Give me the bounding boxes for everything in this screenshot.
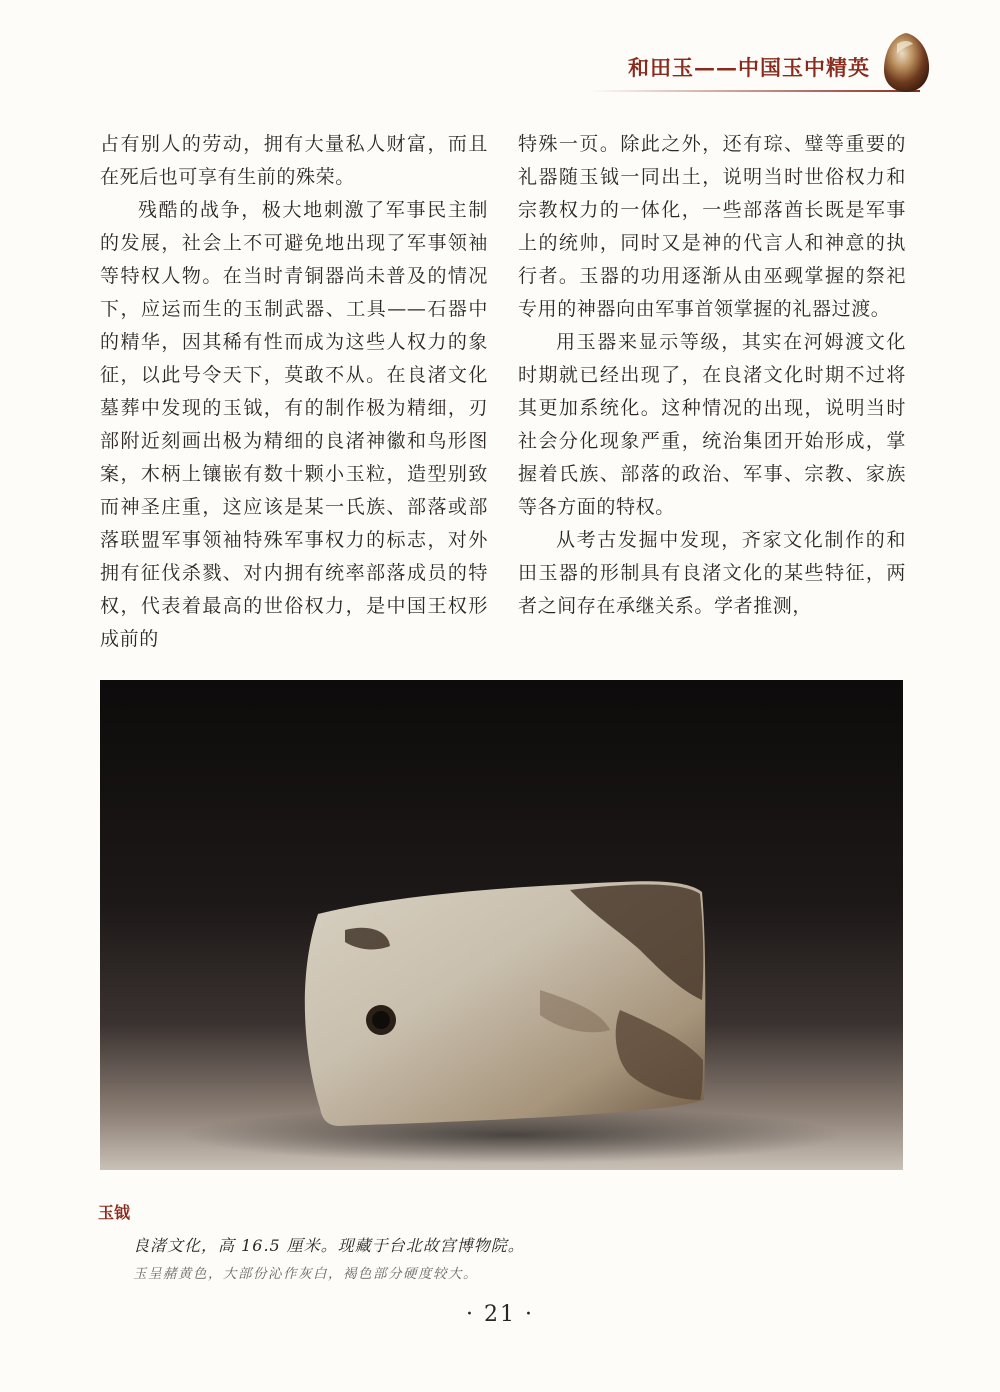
page-number: · 21 · <box>466 1302 534 1327</box>
caption-note: 玉呈赭黄色，大部份沁作灰白，褐色部分硬度较大。 <box>133 1266 478 1282</box>
running-header-title: 和田玉——中国玉中精英 <box>628 55 870 80</box>
paragraph: 占有别人的劳动，拥有大量私人财富，而且在死后也可享有生前的殊荣。 <box>100 133 488 188</box>
paragraph: 从考古发掘中发现，齐家文化制作的和田玉器的形制具有良渚文化的某些特征，两者之间存在承继关系。学者推测， <box>518 529 906 617</box>
caption-description: 良渚文化，高 16.5 厘米。现藏于台北故宫博物院。 <box>133 1236 525 1255</box>
jade-axe-photo <box>100 680 903 1170</box>
jade-pebble-icon <box>880 30 932 94</box>
caption-title: 玉钺 <box>98 1203 131 1222</box>
paragraph: 用玉器来显示等级，其实在河姆渡文化时期就已经出现了，在良渚文化时期不过将其更加系统化。这种情况的出现，说明当时社会分化现象严重，统治集团开始形成，掌握着氏族、部落的政治、军事、宗教、家族等各方面的特权。 <box>518 331 906 518</box>
paragraph: 残酷的战争，极大地刺激了军事民主制的发展，社会上不可避免地出现了军事领袖等特权人物。在当时青铜器尚未普及的情况下，应运而生的玉制武器、工具——石器中的精华，因其稀有性而成为这些人权力的象征，以此号令天下，莫敢不从。在良渚文化墓葬中发现的玉钺，有的制作极为精细，刃部附近刻画出极为精细的良渚神徽和鸟形图案，木柄上镶嵌有数十颗小玉粒，造型别致而神圣庄重，这应该是某一氏族、部落或部落联盟军事领袖特殊军事权力的标志，对外拥有征伐杀戮、对内拥有统率部落成员的特权，代表着最高的世俗权力，是中国王权形成前的 <box>100 199 488 650</box>
running-header <box>560 28 1000 98</box>
body-text <box>100 128 906 668</box>
paragraph: 特殊一页。除此之外，还有琮、璧等重要的礼器随玉钺一同出土，说明当时世俗权力和宗教权力的一体化，一些部落酋长既是军事上的统帅，同时又是神的代言人和神意的执行者。玉器的功用逐渐从由巫觋掌握的祭祀专用的神器向由军事首领掌握的礼器过渡。 <box>518 133 906 320</box>
left-column <box>100 128 488 656</box>
header-rule <box>590 90 920 92</box>
right-column <box>518 128 906 623</box>
